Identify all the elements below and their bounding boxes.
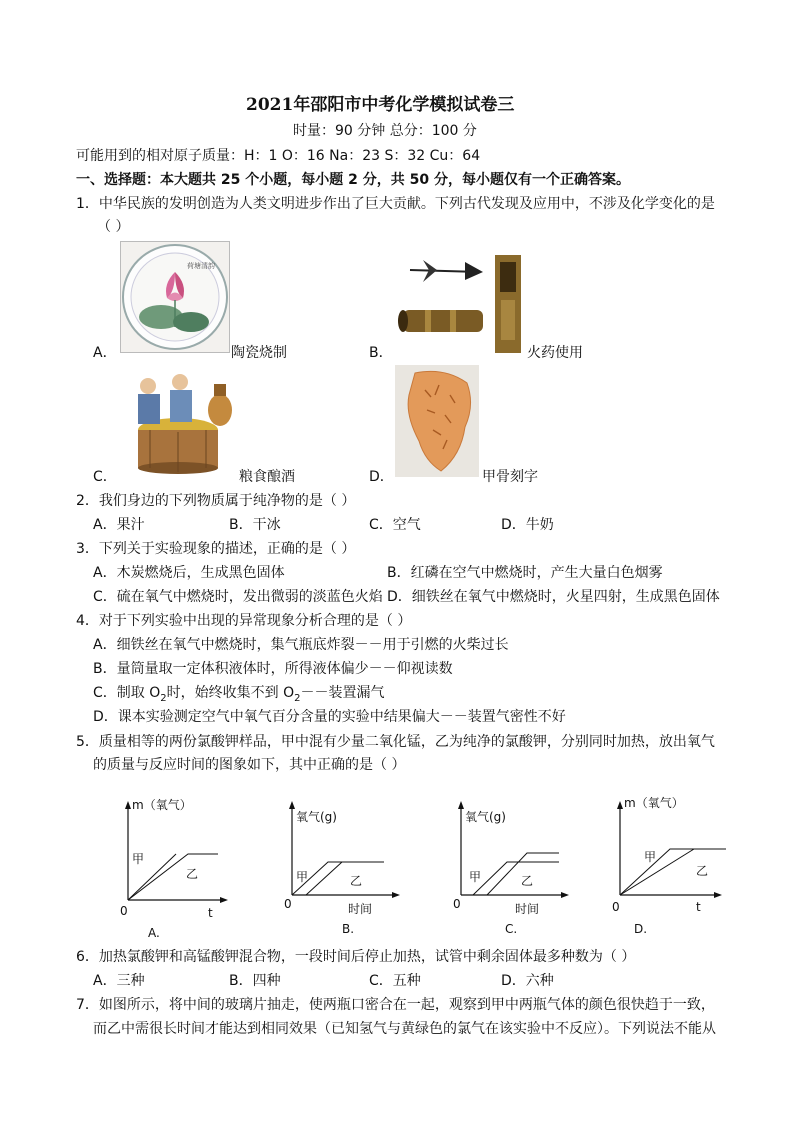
q2-option-d: D．牛奶 (501, 517, 554, 533)
q3-option-c: C．硫在氧气中燃烧时，发出微弱的淡蓝色火焰 (93, 589, 383, 605)
q1-option-b-letter: B． (369, 345, 393, 361)
q4-option-d: D．课本实验测定空气中氧气百分含量的实验中结果偏大－－装置气密性不好 (93, 709, 566, 725)
chart-c-origin: 0 (453, 897, 461, 911)
chart-c-series-jia (473, 862, 559, 895)
q1-option-c-text: 粮食酿酒 (239, 469, 295, 485)
chart-d-origin: 0 (612, 900, 620, 914)
q3-option-b: B．红磷在空气中燃烧时，产生大量白色烟雾 (387, 565, 663, 581)
chart-c-label-yi: 乙 (521, 874, 534, 888)
q6-option-a: A．三种 (93, 973, 145, 989)
q1-option-b-text: 火药使用 (527, 345, 583, 361)
q6-stem: 6．加热氯酸钾和高锰酸钾混合物，一段时间后停止加热，试管中剩余固体最多种数为（ ） (76, 949, 636, 965)
chart-a-ylabel: m（氧气） (132, 798, 192, 812)
q6-option-c: C．五种 (369, 973, 421, 989)
q2-option-a: A．果汁 (93, 517, 145, 533)
q1-option-c-letter: C． (93, 469, 117, 485)
chart-b-option-label: B. (342, 922, 355, 936)
gunpowder-weapons-image (395, 250, 525, 355)
q1-stem-line2: （ ） (97, 219, 130, 235)
atomic-masses: 可能用到的相对原子质量：H：1 O：16 Na：23 S：32 Cu：64 (76, 148, 481, 164)
q4-option-c: C．制取 $O_2$时，始终收集不到 $O_2--$装置漏气 (93, 685, 385, 704)
exam-time-info: 时量：90 分钟 总分：100 分 (293, 123, 477, 139)
chart-a (110, 795, 240, 945)
q1-stem-line1: 1．中华民族的发明创造为人类文明进步作出了巨大贡献。下列古代发现及应用中，不涉及化学变化的是 (76, 196, 715, 212)
q2-option-b: B．干冰 (229, 517, 281, 533)
chart-d-option-label: D. (634, 922, 648, 936)
q4-stem: 4．对于下列实验中出现的异常现象分析合理的是（ ） (76, 613, 412, 629)
chart-c-xlabel: 时间 (515, 902, 540, 916)
chart-d-ylabel: m（氧气） (624, 796, 684, 810)
chart-a-label-jia: 甲 (132, 852, 145, 866)
chart-c (447, 795, 577, 945)
chart-d-series-yi (620, 849, 694, 895)
oracle-bone-image (395, 365, 479, 477)
q1-option-a-text: 陶瓷烧制 (231, 345, 287, 361)
svg-text:荷塘清韵: 荷塘清韵 (187, 262, 215, 270)
q7-stem-line1: 7．如图所示，将中间的玻璃片抽走，使两瓶口密合在一起，观察到甲中两瓶气体的颜色很快趋于一致， (76, 997, 715, 1013)
chart-a-origin: 0 (120, 904, 128, 918)
chart-b-ylabel: 氧气(g) (296, 810, 337, 824)
q3-option-a: A．木炭燃烧后，生成黑色固体 (93, 565, 285, 581)
q7-stem-line2: 而乙中需很长时间才能达到相同效果（已知氢气与黄绿色的氯气在该实验中不反应）。下列说法不能从 (93, 1021, 716, 1037)
chart-b (278, 795, 408, 945)
chart-d-series-jia (620, 849, 726, 895)
section-heading: 一、选择题：本大题共 25 个小题，每小题 2 分，共 50 分，每小题仅有一个正确答案。 (76, 172, 630, 188)
q1-option-d-letter: D． (369, 469, 394, 485)
chart-c-option-label: C. (505, 922, 518, 936)
chart-c-label-jia: 甲 (469, 870, 482, 884)
q4-option-b: B．量筒量取一定体积液体时，所得液体偏少－－仰视读数 (93, 661, 453, 677)
q4-option-a: A．细铁丝在氧气中燃烧时，集气瓶底炸裂－－用于引燃的火柴过长 (93, 637, 509, 653)
q3-option-d: D．细铁丝在氧气中燃烧时，火星四射，生成黑色固体 (387, 589, 720, 605)
chart-d-label-jia: 甲 (644, 850, 657, 864)
q6-option-d: D．六种 (501, 973, 554, 989)
page-title: 2021年邵阳市中考化学模拟试卷三 (246, 95, 515, 115)
chart-b-label-yi: 乙 (350, 874, 363, 888)
chart-b-xlabel: 时间 (348, 902, 373, 916)
q1-option-d-text: 甲骨刻字 (482, 469, 538, 485)
q6-option-b: B．四种 (229, 973, 281, 989)
chart-a-label-yi: 乙 (186, 867, 199, 881)
q3-stem: 3．下列关于实验现象的描述，正确的是（ ） (76, 541, 356, 557)
brewing-grain-image (120, 370, 238, 476)
q5-stem-line1: 5．质量相等的两份氯酸钾样品，甲中混有少量二氧化锰，乙为纯净的氯酸钾，分别同时加热，放出氧气 (76, 734, 715, 750)
chart-a-option-label: A. (148, 926, 160, 940)
chart-a-xlabel: t (208, 906, 213, 920)
chart-b-origin: 0 (284, 897, 292, 911)
chart-c-ylabel: 氧气(g) (465, 810, 506, 824)
q5-stem-line2: 的质量与反应时间的图象如下，其中正确的是（ ） (93, 757, 406, 773)
q2-stem: 2．我们身边的下列物质属于纯净物的是（ ） (76, 493, 356, 509)
chart-b-label-jia: 甲 (296, 870, 309, 884)
chart-d-xlabel: t (696, 900, 701, 914)
chart-d (604, 795, 739, 945)
chart-b-series-yi (306, 862, 342, 895)
chart-d-label-yi: 乙 (696, 864, 709, 878)
q1-option-a-letter: A． (93, 345, 117, 361)
porcelain-plate-image (120, 241, 230, 353)
q2-option-c: C．空气 (369, 517, 421, 533)
